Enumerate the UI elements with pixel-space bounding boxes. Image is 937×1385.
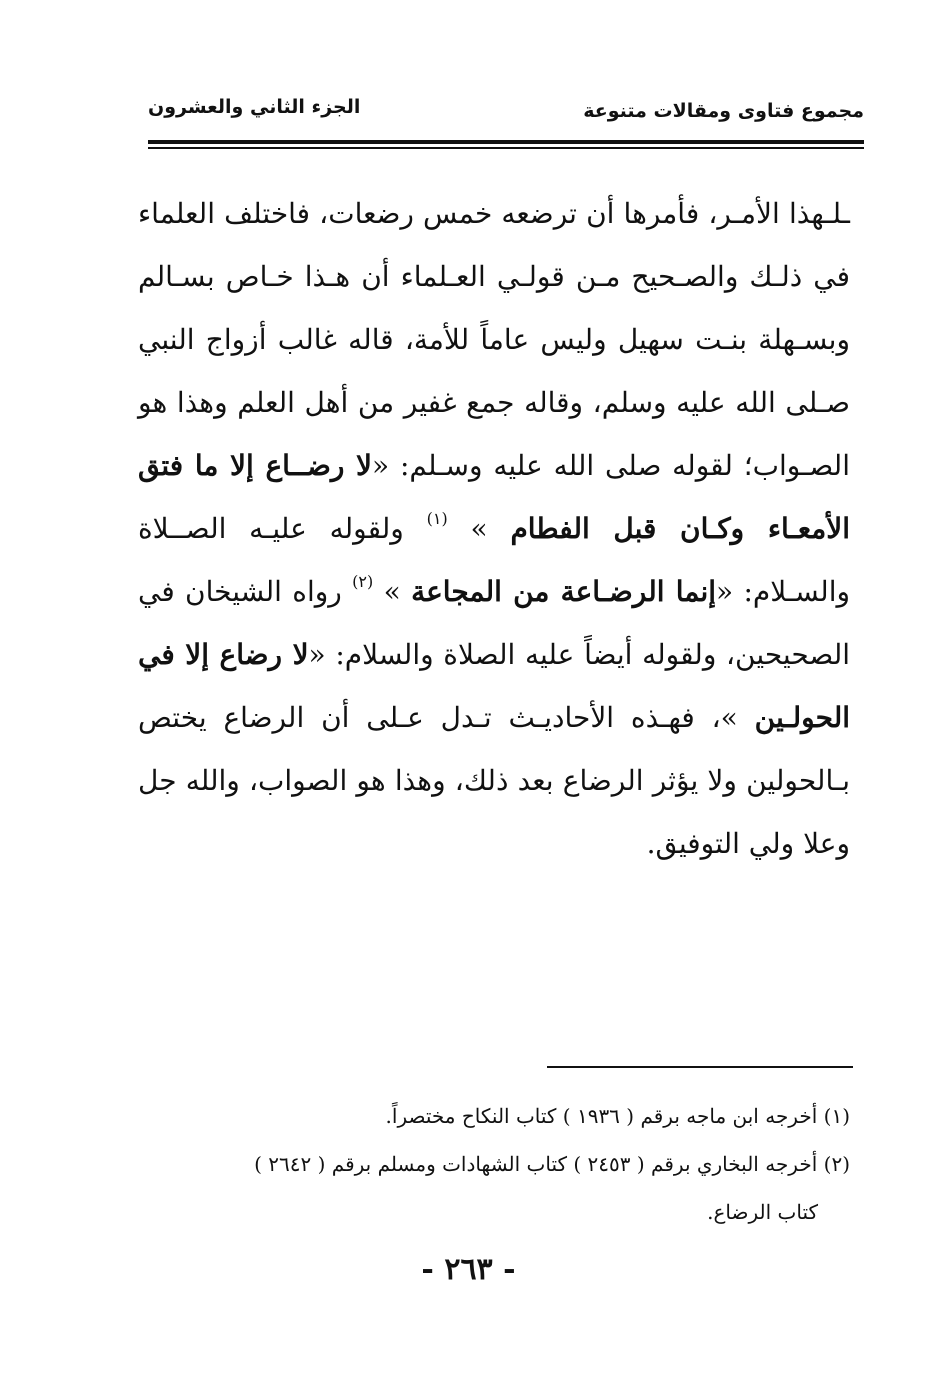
header-rule-thin: [148, 147, 864, 149]
footnote-ref-2: (٢): [352, 572, 374, 591]
close-quote-1: »: [470, 512, 488, 545]
header-rule-thick: [148, 140, 864, 144]
hadith-quote-3: لا رضاع إلا في الحولـين: [138, 638, 851, 734]
footnotes: [130, 1092, 850, 1236]
footnote-2-continuation: كتاب الرضاع.: [707, 1200, 818, 1224]
volume-label: الجزء الثاني والعشرون: [148, 96, 361, 118]
footnote-separator: [547, 1066, 853, 1068]
footnote-ref-1: (١): [426, 509, 448, 528]
text-segment-3: رواه الشيخان في الصحيحين، ولقوله أيضاً عليه الصلاة والسلام: «: [138, 575, 851, 671]
text-segment-2: ولقوله عليـه الصــلاة والسـلام: «: [138, 512, 850, 608]
book-title: مجموع فتاوى ومقالات متنوعة: [583, 100, 864, 122]
footnote-2: (٢) أخرجه البخاري برقم ( ٢٤٥٣ ) كتاب الشهادات ومسلم برقم ( ٢٦٤٢ ): [254, 1152, 850, 1176]
hadith-quote-2: إنما الرضـاعة من المجاعة: [411, 575, 717, 608]
running-header: [148, 92, 864, 132]
hadith-quote-1: لا رضــاع إلا ما فتق الأمعـاء وكـان قبل الفطام: [138, 449, 850, 545]
main-paragraph: [138, 182, 850, 875]
page-number: - ٢٦٣ -: [421, 1252, 516, 1287]
text-segment-4: »، فهـذه الأحاديـث تـدل عـلى أن الرضاع يختص بـالحولين ولا يؤثر الرضاع بعد ذلك، وهذا هو الصواب، والله جل وعلا ولي التوفيق.: [138, 701, 850, 860]
text-segment-1: ـلـهذا الأمـر، فأمرها أن ترضعه خمس رضعات، فاختلف العلماء في ذلـك والصـحيح مـن قولـي العـلماء أن هـذا خـاص بسـالم وبسـهلة بنـت سهيل وليس عاماً للأمة، قاله غالب أزواج النبي صـلى الله عليه وسلم، وقاله جمع غفير من أهل العلم وهذا هو الصـواب؛ لقوله صلى الله عليه وسـلم: «: [138, 197, 850, 482]
close-quote-2: »: [383, 575, 401, 608]
footnote-1: (١) أخرجه ابن ماجه برقم ( ١٩٣٦ ) كتاب النكاح مختصراً.: [385, 1104, 850, 1128]
